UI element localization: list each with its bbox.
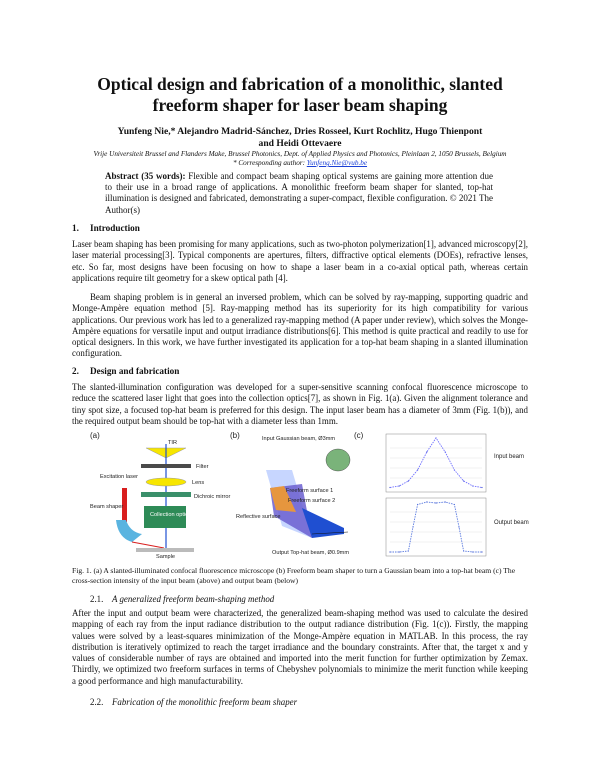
collection-optics-label: Collection optics bbox=[150, 512, 191, 518]
output-plot-frame bbox=[386, 498, 486, 556]
panel-b-beam-shaper bbox=[230, 431, 350, 556]
panel-a-microscope bbox=[90, 431, 230, 560]
authors-line-2: and Heidi Ottevaere bbox=[258, 137, 342, 149]
panel-c-intensity bbox=[354, 431, 529, 556]
subsection-number: 2.1. bbox=[90, 594, 104, 604]
beam-shaper-element bbox=[116, 520, 142, 542]
section-title: Introduction bbox=[90, 223, 140, 233]
data-point bbox=[481, 487, 482, 488]
email-link[interactable]: Yunfeng.Nie@vub.be bbox=[306, 159, 368, 167]
excitation-ray bbox=[132, 542, 164, 548]
title-line-2: freeform shaper for laser beam shaping bbox=[152, 95, 448, 115]
subsection-number: 2.2. bbox=[90, 697, 104, 707]
surface-2-label: Freeform surface 2 bbox=[288, 498, 336, 504]
intro-paragraph-1: Laser beam shaping has been promising for many applications, such as two-photon polymerization[1], advanced microscopy[2], laser material processing[3]. Typical components are apertures, filters, diffractive optical elements (DOEs), refractive lenses, etc. So far, most designs have been focusing on how to shape a laser beam in a co-axial optical path, whereas certain applications require tilt geometry for a skew optical path [4]. bbox=[72, 239, 528, 283]
affiliation bbox=[40, 150, 560, 168]
panel-a-label: (a) bbox=[90, 431, 100, 440]
filter-plate bbox=[141, 464, 191, 468]
design-paragraph-1: The slanted-illumination configuration was developed for a super-sensitive scanning confocal fluorescence microscope to reduce the scattered laser light that goes into the collection optics[7], as shown in Fig. 1(a). Given the alignment tolerance and tiny spot size, a focused top-hat beam is preferred for this design. The input laser beam has a diameter of 3mm (Fig. 1(b)), and the required output beam should be top-hat with a diameter less than 1mm. bbox=[72, 382, 528, 426]
filter-label: Filter bbox=[196, 464, 209, 470]
lens-element bbox=[146, 478, 186, 486]
panel-b-label: (b) bbox=[230, 431, 240, 440]
affiliation-line: Vrije Universiteit Brussel and Flanders Make, Brussel Photonics, Dept. of Applied Physics and Photonics, Pleinlaan 2, 1050 Brussels, Belgium bbox=[93, 150, 507, 158]
dichroic-mirror bbox=[141, 492, 191, 497]
corresponding-author bbox=[40, 159, 560, 168]
method-paragraph: After the input and output beam were characterized, the generalized beam-shaping method was used to calculate the desired mapping of each ray from the input radiance distribution to the output radiance distribution (Fig. 1(c)). Firstly, the mapping values were solved by a least-squares minimization of the Monge-Ampère equation in MATLAB. In this process, the ray distribution is iteratively optimized to reach the target irradiance and the boundary constraints. After that, the target x and y values of considerable number of rays are obtained and imported into the merit function for further optimization by Zemax. Thirdly, we optimized two freeform surfaces in terms of Chebyshev polynomials to minimize the merit function while keeping a good performance and high manufacturability. bbox=[72, 608, 528, 686]
lens-label: Lens bbox=[192, 480, 205, 486]
freeform-surface-preview bbox=[326, 449, 350, 471]
output-plot-label: Output beam bbox=[494, 520, 529, 526]
figure-1-caption: Fig. 1. (a) A slanted-illuminated confocal fluorescence microscope (b) Freeform beam shaper to turn a Gaussian beam into a top-hat beam (c) The cross-section intensity of the input beam (above) and output beam (below) bbox=[72, 566, 516, 585]
figure-1 bbox=[86, 430, 548, 560]
subsection-title: A generalized freeform beam-shaping method bbox=[112, 594, 275, 604]
title-line-1: Optical design and fabrication of a monolithic, slanted bbox=[97, 74, 503, 94]
paper-title bbox=[60, 74, 540, 116]
section-heading-design bbox=[72, 366, 179, 376]
dichroic-label: Dichroic mirror bbox=[194, 494, 231, 500]
input-beam-label: Input Gaussian beam, Ø3mm bbox=[262, 436, 336, 442]
abstract-label: Abstract (35 words): bbox=[105, 171, 186, 181]
section-title: Design and fabrication bbox=[90, 366, 180, 376]
abstract-text: Flexible and compact beam shaping optical systems are gaining more attention due to their use in a broad range of applications. A monolithic freeform beam shaper for slanted, top-hat illumination is designed and fabricated, demonstrating a super-compact, flexible configuration. © 2021 The Author(s) bbox=[105, 171, 493, 215]
panel-c-label: (c) bbox=[354, 431, 364, 440]
section-heading-introduction bbox=[72, 223, 140, 233]
output-beam-label: Output Top-hat beam, Ø0.9mm bbox=[272, 550, 350, 556]
input-plot-label: Input beam bbox=[494, 454, 525, 460]
sample-slide bbox=[136, 548, 194, 552]
subsection-heading-2-1 bbox=[90, 594, 274, 604]
author-list bbox=[60, 126, 540, 149]
subsection-heading-2-2 bbox=[90, 697, 297, 707]
subsection-title: Fabrication of the monolithic freeform beam shaper bbox=[112, 697, 298, 707]
tir-label: TIR bbox=[168, 440, 178, 446]
laser-label: Excitation laser bbox=[100, 474, 138, 480]
sample-label: Sample bbox=[156, 554, 175, 560]
abstract bbox=[105, 171, 493, 216]
beam-shaper-label: Beam shaper bbox=[90, 504, 124, 510]
authors-line-1: Yunfeng Nie,* Alejandro Madrid-Sánchez, Dries Rosseel, Kurt Rochlitz, Hugo Thienpont bbox=[117, 126, 483, 137]
section-number: 2. bbox=[72, 366, 79, 376]
corresponding-prefix: * Corresponding author: bbox=[232, 159, 307, 167]
surface-1-label: Freeform surface 1 bbox=[286, 488, 334, 494]
intro-paragraph-2: Beam shaping problem is in general an inversed problem, which can be solved by ray-mapping, supporting quadric and Monge-Ampère equation method [5]. Ray-mapping method has its superiority for its high compatibility for various applications. Our previous work has led to a generalized ray-mapping method (A paper under review), which solves the Monge-Ampère equations for versatile input and output irradiance distributions[6]. This method is quite practical and readily to use for optical designers. In this work, we have further investigated its application for a top-hat beam shaping in a slanted illumination configuration. bbox=[72, 292, 528, 359]
section-number: 1. bbox=[72, 223, 79, 233]
figure-1-graphic bbox=[86, 430, 548, 560]
input-plot-frame bbox=[386, 434, 486, 492]
reflective-label: Reflective surface bbox=[236, 514, 281, 520]
